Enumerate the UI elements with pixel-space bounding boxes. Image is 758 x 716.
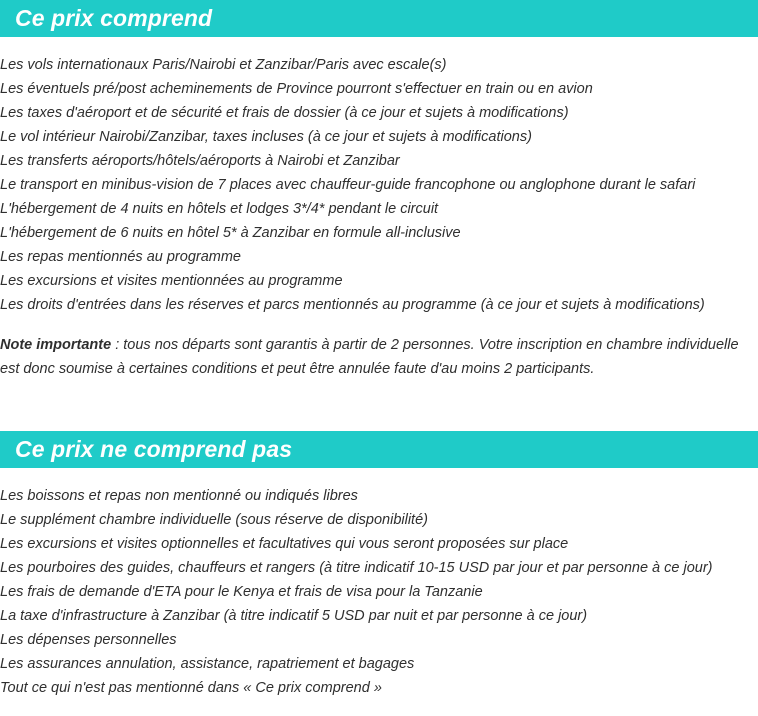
included-section-title: Ce prix comprend <box>0 0 758 37</box>
list-item: Le transport en minibus-vision de 7 places avec chauffeur-guide francophone ou anglophone durant le safari <box>0 177 696 193</box>
excluded-section-title: Ce prix ne comprend pas <box>0 431 758 468</box>
excluded-items-list <box>0 484 713 700</box>
list-item: L'hébergement de 6 nuits en hôtel 5* à Zanzibar en formule all-inclusive <box>0 225 461 241</box>
list-item: Les excursions et visites optionnelles et facultatives qui vous seront proposées sur place <box>0 536 569 552</box>
list-item: L'hébergement de 4 nuits en hôtels et lodges 3*/4* pendant le circuit <box>0 201 439 217</box>
list-item: Les frais de demande d'ETA pour le Kenya et frais de visa pour la Tanzanie <box>0 584 483 600</box>
list-item: Les boissons et repas non mentionné ou indiqués libres <box>0 488 358 504</box>
list-item: Les assurances annulation, assistance, rapatriement et bagages <box>0 656 415 672</box>
list-item: Les excursions et visites mentionnées au programme <box>0 273 343 289</box>
list-item: Les droits d'entrées dans les réserves et parcs mentionnés au programme (à ce jour et sujets à modifications) <box>0 297 705 313</box>
important-note-text: : tous nos départs sont garantis à partir de 2 personnes. Votre inscription en chambre individuelle est donc soumise à certaines conditions et peut être annulée faute d'au moins 2 participants. <box>0 337 739 377</box>
list-item: Les dépenses personnelles <box>0 632 177 648</box>
list-item: Les repas mentionnés au programme <box>0 249 241 265</box>
list-item: Les pourboires des guides, chauffeurs et rangers (à titre indicatif 10-15 USD par jour et par personne à ce jour) <box>0 560 713 576</box>
list-item: Les transferts aéroports/hôtels/aéroports à Nairobi et Zanzibar <box>0 153 400 169</box>
important-note <box>0 333 756 381</box>
list-item: Les éventuels pré/post acheminements de Province pourront s'effectuer en train ou en avion <box>0 81 593 97</box>
list-item: Les vols internationaux Paris/Nairobi et Zanzibar/Paris avec escale(s) <box>0 57 447 73</box>
list-item: Les taxes d'aéroport et de sécurité et frais de dossier (à ce jour et sujets à modifications) <box>0 105 569 121</box>
list-item: La taxe d'infrastructure à Zanzibar (à titre indicatif 5 USD par nuit et par personne à ce jour) <box>0 608 588 624</box>
included-items-list <box>0 53 705 317</box>
list-item: Le supplément chambre individuelle (sous réserve de disponibilité) <box>0 512 428 528</box>
list-item: Tout ce qui n'est pas mentionné dans « Ce prix comprend » <box>0 680 382 696</box>
important-note-label: Note importante <box>0 337 112 353</box>
list-item: Le vol intérieur Nairobi/Zanzibar, taxes incluses (à ce jour et sujets à modifications) <box>0 129 532 145</box>
